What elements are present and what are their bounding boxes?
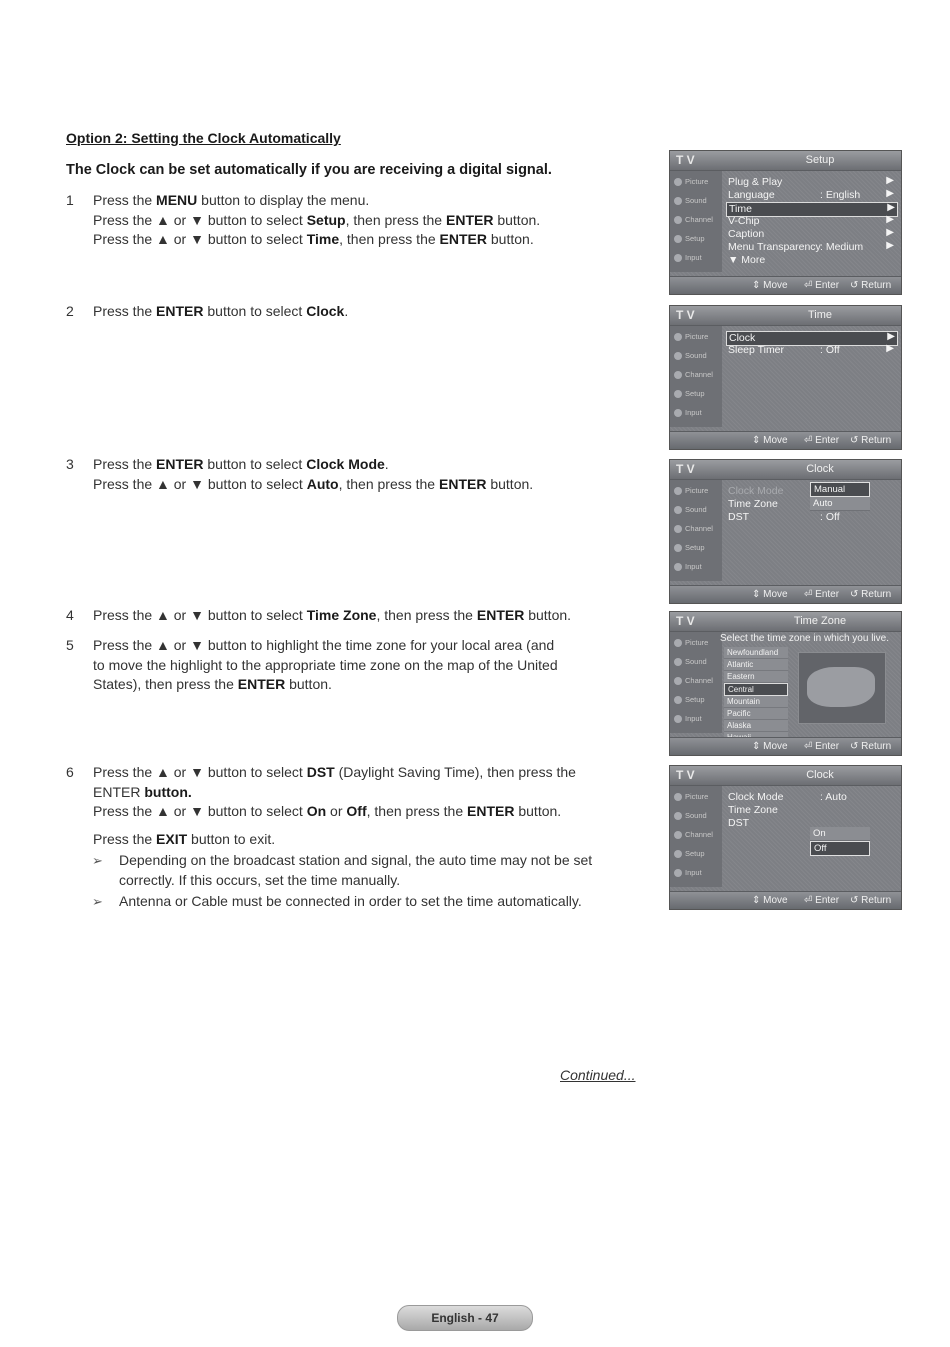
osd-return-hint: ↺ Return [850, 741, 892, 752]
note-line: correctly. If this occurs, set the time manually. [119, 871, 401, 888]
osd-title-bar [670, 460, 901, 480]
bold-term: Off [346, 803, 367, 819]
bold-term: ENTER [476, 607, 525, 623]
osd-title: Time Zone [793, 615, 847, 627]
step-1 [66, 191, 656, 250]
osd-option: Off [810, 841, 870, 856]
bold-term: ENTER [446, 211, 494, 228]
step-line [93, 802, 656, 822]
note-line: Depending on the broadcast station and signal, the auto time may not be set [119, 852, 593, 868]
menu-category-icon [674, 850, 682, 858]
bold-term: EXIT [156, 830, 188, 847]
osd-sidebar-label: Picture [685, 177, 709, 186]
menu-category-icon [674, 544, 682, 552]
osd-time-menu [669, 305, 902, 450]
arrow-icon: ➢ [92, 894, 103, 909]
text-run: (Daylight Saving Time), then press the [334, 764, 576, 780]
osd-sidebar [670, 326, 722, 427]
osd-sidebar-item [674, 408, 702, 417]
osd-row-label: Time [729, 203, 752, 215]
chevron-right-icon: ▶ [886, 214, 894, 225]
us-map [798, 652, 886, 724]
text-run: button. [486, 475, 534, 492]
step-line [93, 675, 656, 695]
osd-enter-hint: ⏎ Enter [804, 589, 840, 600]
text-run: Press the ▲ or ▼ button to select [93, 475, 307, 492]
osd-sidebar [670, 480, 722, 581]
osd-sidebar-label: Channel [685, 370, 713, 379]
osd-bottom-bar [670, 737, 901, 755]
step-body [93, 636, 656, 695]
step-number: 1 [66, 192, 74, 208]
step-line [93, 830, 656, 850]
step-body [93, 606, 656, 626]
text-run: Press the ▲ or ▼ button to select [93, 803, 307, 819]
time-zone-item: Mountain [724, 696, 788, 708]
text-run: , then press the [338, 475, 439, 492]
note [92, 892, 656, 912]
osd-move-hint: ⇕ Move [752, 741, 788, 752]
osd-sidebar-item [674, 196, 707, 205]
time-zone-item: Eastern [724, 671, 788, 683]
osd-sidebar-item [674, 543, 705, 552]
osd-bottom-bar [670, 585, 901, 603]
osd-title-bar [670, 766, 901, 786]
text-run: Press the [93, 830, 157, 847]
osd-clock-mode-menu [669, 459, 902, 604]
menu-category-icon [674, 677, 682, 685]
section-heading: Option 2: Setting the Clock Automatically [66, 130, 341, 146]
osd-sidebar-label: Setup [685, 695, 705, 704]
osd-row-value: : Off [820, 511, 840, 523]
bold-term: Time [306, 231, 340, 247]
bold-term: ENTER [156, 456, 204, 472]
osd-sidebar-item [674, 714, 702, 723]
osd-sidebar-label: Input [685, 868, 702, 877]
note [92, 851, 656, 890]
osd-option-popup [810, 482, 870, 511]
bold-term: Auto [306, 475, 339, 492]
text-run: Press the ▲ or ▼ button to select [93, 231, 307, 247]
osd-sidebar [670, 786, 722, 887]
osd-sidebar-label: Picture [685, 486, 709, 495]
osd-row-value: : Auto [820, 791, 847, 803]
osd-sidebar-label: Sound [685, 657, 707, 666]
chevron-right-icon: ▶ [887, 331, 895, 342]
osd-return-hint: ↺ Return [850, 895, 892, 906]
section-subheading: The Clock can be set automatically if you are receiving a digital signal. [66, 162, 552, 178]
osd-menu-row [726, 511, 896, 524]
text-run: Press the [93, 303, 157, 319]
time-zone-item: Alaska [724, 720, 788, 732]
text-run: button. [487, 231, 534, 247]
osd-row-label: Time Zone [728, 498, 778, 510]
osd-option: On [810, 827, 870, 841]
menu-category-icon [674, 506, 682, 514]
text-run: or [326, 803, 347, 819]
chevron-right-icon: ▶ [886, 343, 894, 354]
osd-sidebar-label: Input [685, 408, 702, 417]
text-run: button to display the menu. [197, 192, 370, 208]
osd-time-zone-menu [669, 611, 902, 756]
text-run: . [344, 303, 349, 319]
text-run: , then press the [366, 803, 468, 819]
time-zone-item: Atlantic [724, 659, 788, 671]
osd-sidebar-label: Picture [685, 792, 709, 801]
time-zone-item: Pacific [724, 708, 788, 720]
step-line [93, 636, 656, 656]
osd-sidebar-label: Channel [685, 830, 713, 839]
osd-sidebar [670, 171, 722, 272]
osd-sidebar-label: Setup [685, 543, 705, 552]
osd-enter-hint: ⏎ Enter [804, 280, 840, 291]
osd-sidebar-item [674, 830, 713, 839]
osd-sidebar-label: Input [685, 562, 702, 571]
osd-sidebar-label: Picture [685, 332, 709, 341]
osd-sidebar-label: Sound [685, 811, 707, 820]
text-run: to move the highlight to the appropriate time zone on the map of the United [93, 656, 558, 673]
text-run: Press the ▲ or ▼ button to select [93, 607, 307, 623]
menu-category-icon [674, 409, 682, 417]
osd-row-label: DST [728, 511, 749, 523]
continued-label: Continued... [560, 1067, 636, 1083]
chevron-right-icon: ▶ [886, 188, 894, 199]
osd-sidebar-label: Sound [685, 505, 707, 514]
bold-term: ENTER [237, 676, 286, 692]
step-line [93, 763, 656, 783]
osd-bottom-bar [670, 891, 901, 909]
osd-tv-label: T V [676, 768, 695, 782]
osd-sidebar-label: Input [685, 714, 702, 723]
osd-sidebar-item [674, 486, 708, 495]
osd-message: Select the time zone in which you live. [720, 633, 889, 644]
menu-category-icon [674, 715, 682, 723]
osd-title-bar [670, 612, 901, 632]
step-line [93, 475, 656, 495]
osd-row-label: Sleep Timer [728, 344, 785, 356]
osd-row-label: Clock [729, 332, 756, 344]
osd-option-popup [810, 827, 870, 856]
step-number: 6 [66, 764, 74, 780]
text-run: States), then press the [93, 676, 238, 692]
menu-category-icon [674, 793, 682, 801]
osd-tv-label: T V [676, 308, 695, 322]
step-3 [66, 455, 656, 494]
menu-category-icon [674, 352, 682, 360]
osd-title: Clock [806, 769, 834, 781]
osd-sidebar-item [674, 389, 705, 398]
osd-bottom-bar [670, 431, 901, 449]
text-run: , then press the [376, 607, 477, 623]
text-run: button. [524, 607, 572, 623]
menu-category-icon [674, 639, 682, 647]
bold-term: ENTER [439, 231, 487, 247]
osd-title: Clock [806, 463, 834, 475]
osd-enter-hint: ⏎ Enter [804, 435, 840, 446]
osd-sidebar-item [674, 811, 707, 820]
bold-term: ENTER [467, 803, 515, 819]
menu-category-icon [674, 235, 682, 243]
step-body [93, 302, 656, 322]
osd-title: Time [807, 309, 833, 321]
osd-sidebar-label: Channel [685, 524, 713, 533]
osd-tv-label: T V [676, 614, 695, 628]
osd-sidebar [670, 632, 722, 733]
osd-menu-row [726, 176, 896, 189]
step-4 [66, 606, 656, 626]
text-run: Press the ▲ or ▼ button to select [93, 211, 307, 228]
chevron-right-icon: ▶ [887, 202, 895, 213]
menu-category-icon [674, 696, 682, 704]
osd-row-value: : Off [820, 344, 840, 356]
menu-category-icon [674, 390, 682, 398]
osd-return-hint: ↺ Return [850, 435, 892, 446]
step-body [93, 191, 656, 250]
menu-category-icon [674, 812, 682, 820]
osd-sidebar-item [674, 562, 702, 571]
bold-term: button. [140, 783, 192, 800]
osd-row-value: : Medium [820, 241, 864, 253]
bold-term: Clock [306, 303, 345, 319]
bold-term: DST [306, 764, 335, 780]
text-run: . [384, 456, 389, 472]
osd-option: Manual [810, 482, 870, 497]
text-run: , then press the [345, 211, 446, 228]
step-line [93, 230, 656, 250]
osd-menu-row [726, 215, 896, 228]
page-number-badge: English - 47 [397, 1305, 533, 1331]
osd-menu-row [726, 241, 896, 254]
step-number: 2 [66, 303, 74, 319]
osd-sidebar-item [674, 351, 707, 360]
step-line [93, 191, 656, 211]
osd-sidebar-item [674, 676, 713, 685]
time-zone-item: Newfoundland [724, 647, 788, 659]
osd-sidebar-label: Input [685, 253, 702, 262]
menu-category-icon [674, 658, 682, 666]
step-number: 3 [66, 456, 74, 472]
notes [93, 851, 656, 912]
osd-menu-row [726, 254, 896, 267]
time-zone-item: Central [724, 683, 788, 696]
osd-row-label: Menu Transparency [728, 241, 821, 253]
osd-sidebar-item [674, 695, 705, 704]
step-number: 5 [66, 637, 74, 653]
osd-sidebar-item [674, 253, 702, 262]
bold-term: Time Zone [306, 607, 377, 623]
osd-move-hint: ⇕ Move [752, 280, 788, 291]
step-line [93, 656, 656, 676]
text-run: Press the [93, 456, 157, 472]
osd-row-label: Plug & Play [728, 176, 783, 188]
osd-sidebar-label: Channel [685, 215, 713, 224]
text-run: ENTER [93, 783, 141, 800]
text-run: , then press the [339, 231, 440, 247]
osd-return-hint: ↺ Return [850, 589, 892, 600]
menu-category-icon [674, 333, 682, 341]
osd-sidebar-item [674, 657, 707, 666]
osd-clock-dst-menu [669, 765, 902, 910]
menu-category-icon [674, 216, 682, 224]
osd-bottom-bar [670, 276, 901, 294]
step-2 [66, 302, 656, 322]
step-6 [66, 763, 656, 912]
step-line [93, 211, 656, 231]
bold-term: ENTER [439, 475, 487, 492]
step-5 [66, 636, 656, 695]
osd-sidebar-label: Setup [685, 234, 705, 243]
osd-sidebar-item [674, 524, 713, 533]
osd-title-bar [670, 151, 901, 171]
osd-menu-row [726, 228, 896, 241]
osd-sidebar-label: Sound [685, 351, 707, 360]
text-run: button. [285, 676, 332, 692]
step-number: 4 [66, 607, 74, 623]
step-line [93, 302, 656, 322]
osd-row-label: V-Chip [728, 215, 760, 227]
osd-option: Auto [810, 497, 870, 511]
text-run: button. [493, 211, 541, 228]
osd-sidebar-item [674, 215, 713, 224]
text-run: Press the [93, 192, 157, 208]
osd-sidebar-label: Picture [685, 638, 709, 647]
osd-sidebar-item [674, 638, 708, 647]
osd-row-value: : English [820, 189, 861, 201]
chevron-right-icon: ▶ [886, 175, 894, 186]
osd-sidebar-label: Sound [685, 196, 707, 205]
osd-menu-row [726, 804, 896, 817]
menu-category-icon [674, 178, 682, 186]
osd-row-label: DST [728, 817, 749, 829]
osd-return-hint: ↺ Return [850, 280, 892, 291]
time-zone-list [724, 647, 788, 744]
osd-tv-label: T V [676, 153, 695, 167]
text-run: button. [514, 803, 562, 819]
chevron-right-icon: ▶ [886, 227, 894, 238]
osd-sidebar-item [674, 792, 708, 801]
text-run: button to select [203, 303, 307, 319]
step-body [93, 763, 656, 822]
menu-category-icon [674, 487, 682, 495]
osd-row-label: Time Zone [728, 804, 778, 816]
osd-title: Setup [805, 154, 835, 166]
osd-enter-hint: ⏎ Enter [804, 741, 840, 752]
osd-row-label: Caption [728, 228, 765, 240]
map-land-shape [807, 667, 875, 707]
osd-sidebar-item [674, 177, 708, 186]
bold-term: ENTER [156, 303, 204, 319]
osd-sidebar-label: Setup [685, 849, 705, 858]
osd-row-label: Clock Mode [728, 485, 784, 497]
osd-move-hint: ⇕ Move [752, 895, 788, 906]
menu-category-icon [674, 371, 682, 379]
exit-line [93, 830, 656, 850]
osd-row-label: ▼ More [728, 254, 766, 266]
osd-enter-hint: ⏎ Enter [804, 895, 840, 906]
arrow-icon: ➢ [92, 853, 103, 868]
osd-tv-label: T V [676, 462, 695, 476]
osd-row-label: Clock Mode [728, 791, 784, 803]
osd-move-hint: ⇕ Move [752, 589, 788, 600]
bold-term: Clock Mode [306, 456, 385, 472]
osd-setup-menu [669, 150, 902, 295]
step-line [93, 455, 656, 475]
osd-sidebar-label: Channel [685, 676, 713, 685]
osd-title-bar [670, 306, 901, 326]
text-run: button to exit. [187, 830, 276, 847]
osd-move-hint: ⇕ Move [752, 435, 788, 446]
osd-sidebar-item [674, 868, 702, 877]
bold-term: On [306, 803, 327, 819]
bold-term: MENU [156, 192, 198, 208]
osd-menu-row [726, 344, 896, 357]
osd-menu-row [726, 189, 896, 202]
chevron-right-icon: ▶ [886, 240, 894, 251]
osd-menu-row [726, 791, 896, 804]
menu-category-icon [674, 869, 682, 877]
step-line [93, 606, 656, 626]
osd-sidebar-item [674, 332, 708, 341]
osd-sidebar-item [674, 234, 705, 243]
menu-category-icon [674, 563, 682, 571]
osd-sidebar-label: Setup [685, 389, 705, 398]
menu-category-icon [674, 254, 682, 262]
text-run: button to select [203, 456, 307, 472]
text-run: Press the ▲ or ▼ button to select [93, 764, 307, 780]
osd-sidebar-item [674, 849, 705, 858]
text-run: Press the ▲ or ▼ button to highlight the time zone for your local area (and [93, 637, 555, 653]
menu-category-icon [674, 197, 682, 205]
osd-sidebar-item [674, 505, 707, 514]
osd-row-label: Language [728, 189, 775, 201]
bold-term: Setup [306, 211, 346, 228]
menu-category-icon [674, 525, 682, 533]
step-line [93, 783, 656, 803]
menu-category-icon [674, 831, 682, 839]
note-line: Antenna or Cable must be connected in order to set the time automatically. [119, 893, 582, 909]
osd-sidebar-item [674, 370, 713, 379]
step-body [93, 455, 656, 494]
